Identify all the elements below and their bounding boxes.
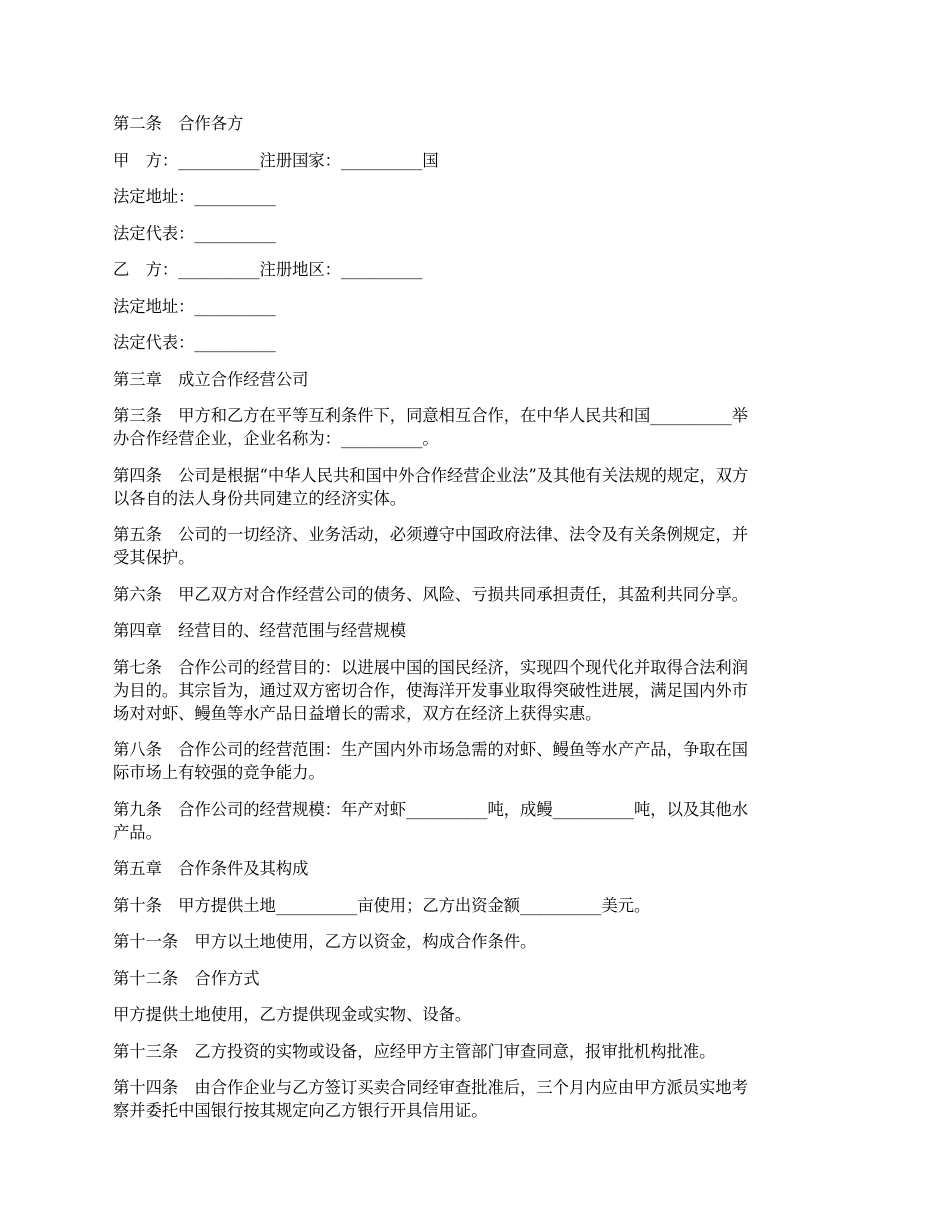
document-paragraph (113, 149, 839, 172)
document-paragraph (113, 857, 839, 880)
paragraph-line: 法定地址：__________ (113, 296, 276, 316)
paragraph-line: 第二条 合作各方 (113, 114, 244, 133)
document-paragraph (113, 1003, 839, 1026)
document-paragraph (113, 404, 839, 450)
paragraph-line: 第十条 甲方提供土地__________亩使用；乙方出资金额__________美元。 (113, 895, 651, 915)
paragraph-line: 第十一条 甲方以土地使用，乙方以资金，构成合作条件。 (113, 932, 537, 951)
document-paragraph (113, 583, 839, 606)
document-paragraph (113, 967, 839, 990)
document-paragraph (113, 656, 839, 725)
paragraph-line: 甲方提供土地使用，乙方提供现金或实物、设备。 (113, 1005, 472, 1024)
paragraph-line: 第十二条 合作方式 (113, 968, 260, 988)
paragraph-line: 第五章 合作条件及其构成 (113, 859, 309, 878)
document-paragraph (113, 258, 839, 281)
paragraph-line: 产品。 (113, 822, 162, 842)
document-paragraph (113, 331, 839, 354)
paragraph-line: 法定代表：__________ (113, 223, 276, 243)
document-paragraph (113, 738, 839, 784)
paragraph-line: 第四章 经营目的、经营范围与经营规模 (113, 621, 407, 640)
document-paragraph (113, 930, 839, 953)
paragraph-line: 第三条 甲方和乙方在平等互利条件下，同意相互合作，在中华人民共和国__________举 (113, 406, 748, 425)
document-paragraph (113, 464, 839, 510)
paragraph-line: 第六条 甲乙双方对合作经营公司的债务、风险、亏损共同承担责任，其盈利共同分享。 (113, 584, 748, 604)
paragraph-line: 场对对虾、鳗鱼等水产品日益增长的需求，双方在经济上获得实惠。 (113, 703, 602, 723)
paragraph-line: 第七条 合作公司的经营目的：以进展中国的国民经济，实现四个现代化并取得合法利润 (113, 657, 748, 677)
paragraph-line: 乙 方：__________注册地区：__________ (113, 260, 423, 279)
document-paragraph (113, 112, 839, 135)
document-paragraph (113, 798, 839, 844)
paragraph-line: 第八条 合作公司的经营范围：生产国内外市场急需的对虾、鳗鱼等水产产品，争取在国 (113, 740, 748, 759)
paragraph-line: 以各自的法人身份共同建立的经济实体。 (113, 488, 407, 508)
paragraph-line: 第十三条 乙方投资的实物或设备，应经甲方主管部门审查同意，报审批机构批准。 (113, 1041, 716, 1061)
document-paragraph (113, 185, 839, 208)
paragraph-line: 为目的。其宗旨为，通过双方密切合作，使海洋开发事业取得突破性进展，满足国内外市 (113, 680, 748, 700)
paragraph-line: 第三章 成立合作经营公司 (113, 369, 309, 389)
paragraph-line: 办合作经营企业，企业名称为：__________。 (113, 429, 439, 448)
document-paragraph (113, 368, 839, 391)
document-paragraph (113, 894, 839, 917)
paragraph-line: 甲 方：__________注册国家：__________国 (113, 150, 439, 170)
paragraph-line: 法定地址：__________ (113, 187, 276, 206)
paragraph-line: 察并委托中国银行按其规定向乙方银行开具信用证。 (113, 1101, 488, 1120)
document-paragraph (113, 523, 839, 569)
document-page (113, 112, 839, 1136)
paragraph-line: 第四条 公司是根据“中华人民共和国中外合作经营企业法”及其他有关法规的规定，双方 (113, 465, 749, 485)
document-paragraph (113, 295, 839, 318)
paragraph-line: 第十四条 由合作企业与乙方签订买卖合同经审查批准后，三个月内应由甲方派员实地考 (113, 1078, 748, 1097)
document-paragraph (113, 1076, 839, 1122)
document-paragraph (113, 222, 839, 245)
paragraph-line: 第五条 公司的一切经济、业务活动，必须遵守中国政府法律、法令及有关条例规定，并 (113, 525, 748, 544)
document-paragraph (113, 619, 839, 642)
paragraph-line: 受其保护。 (113, 548, 195, 567)
document-paragraph (113, 1040, 839, 1063)
paragraph-line: 第九条 合作公司的经营规模：年产对虾__________吨，成鳗__________吨，以及其他水 (113, 799, 748, 819)
paragraph-line: 法定代表：__________ (113, 333, 276, 352)
paragraph-line: 际市场上有较强的竞争能力。 (113, 763, 325, 782)
